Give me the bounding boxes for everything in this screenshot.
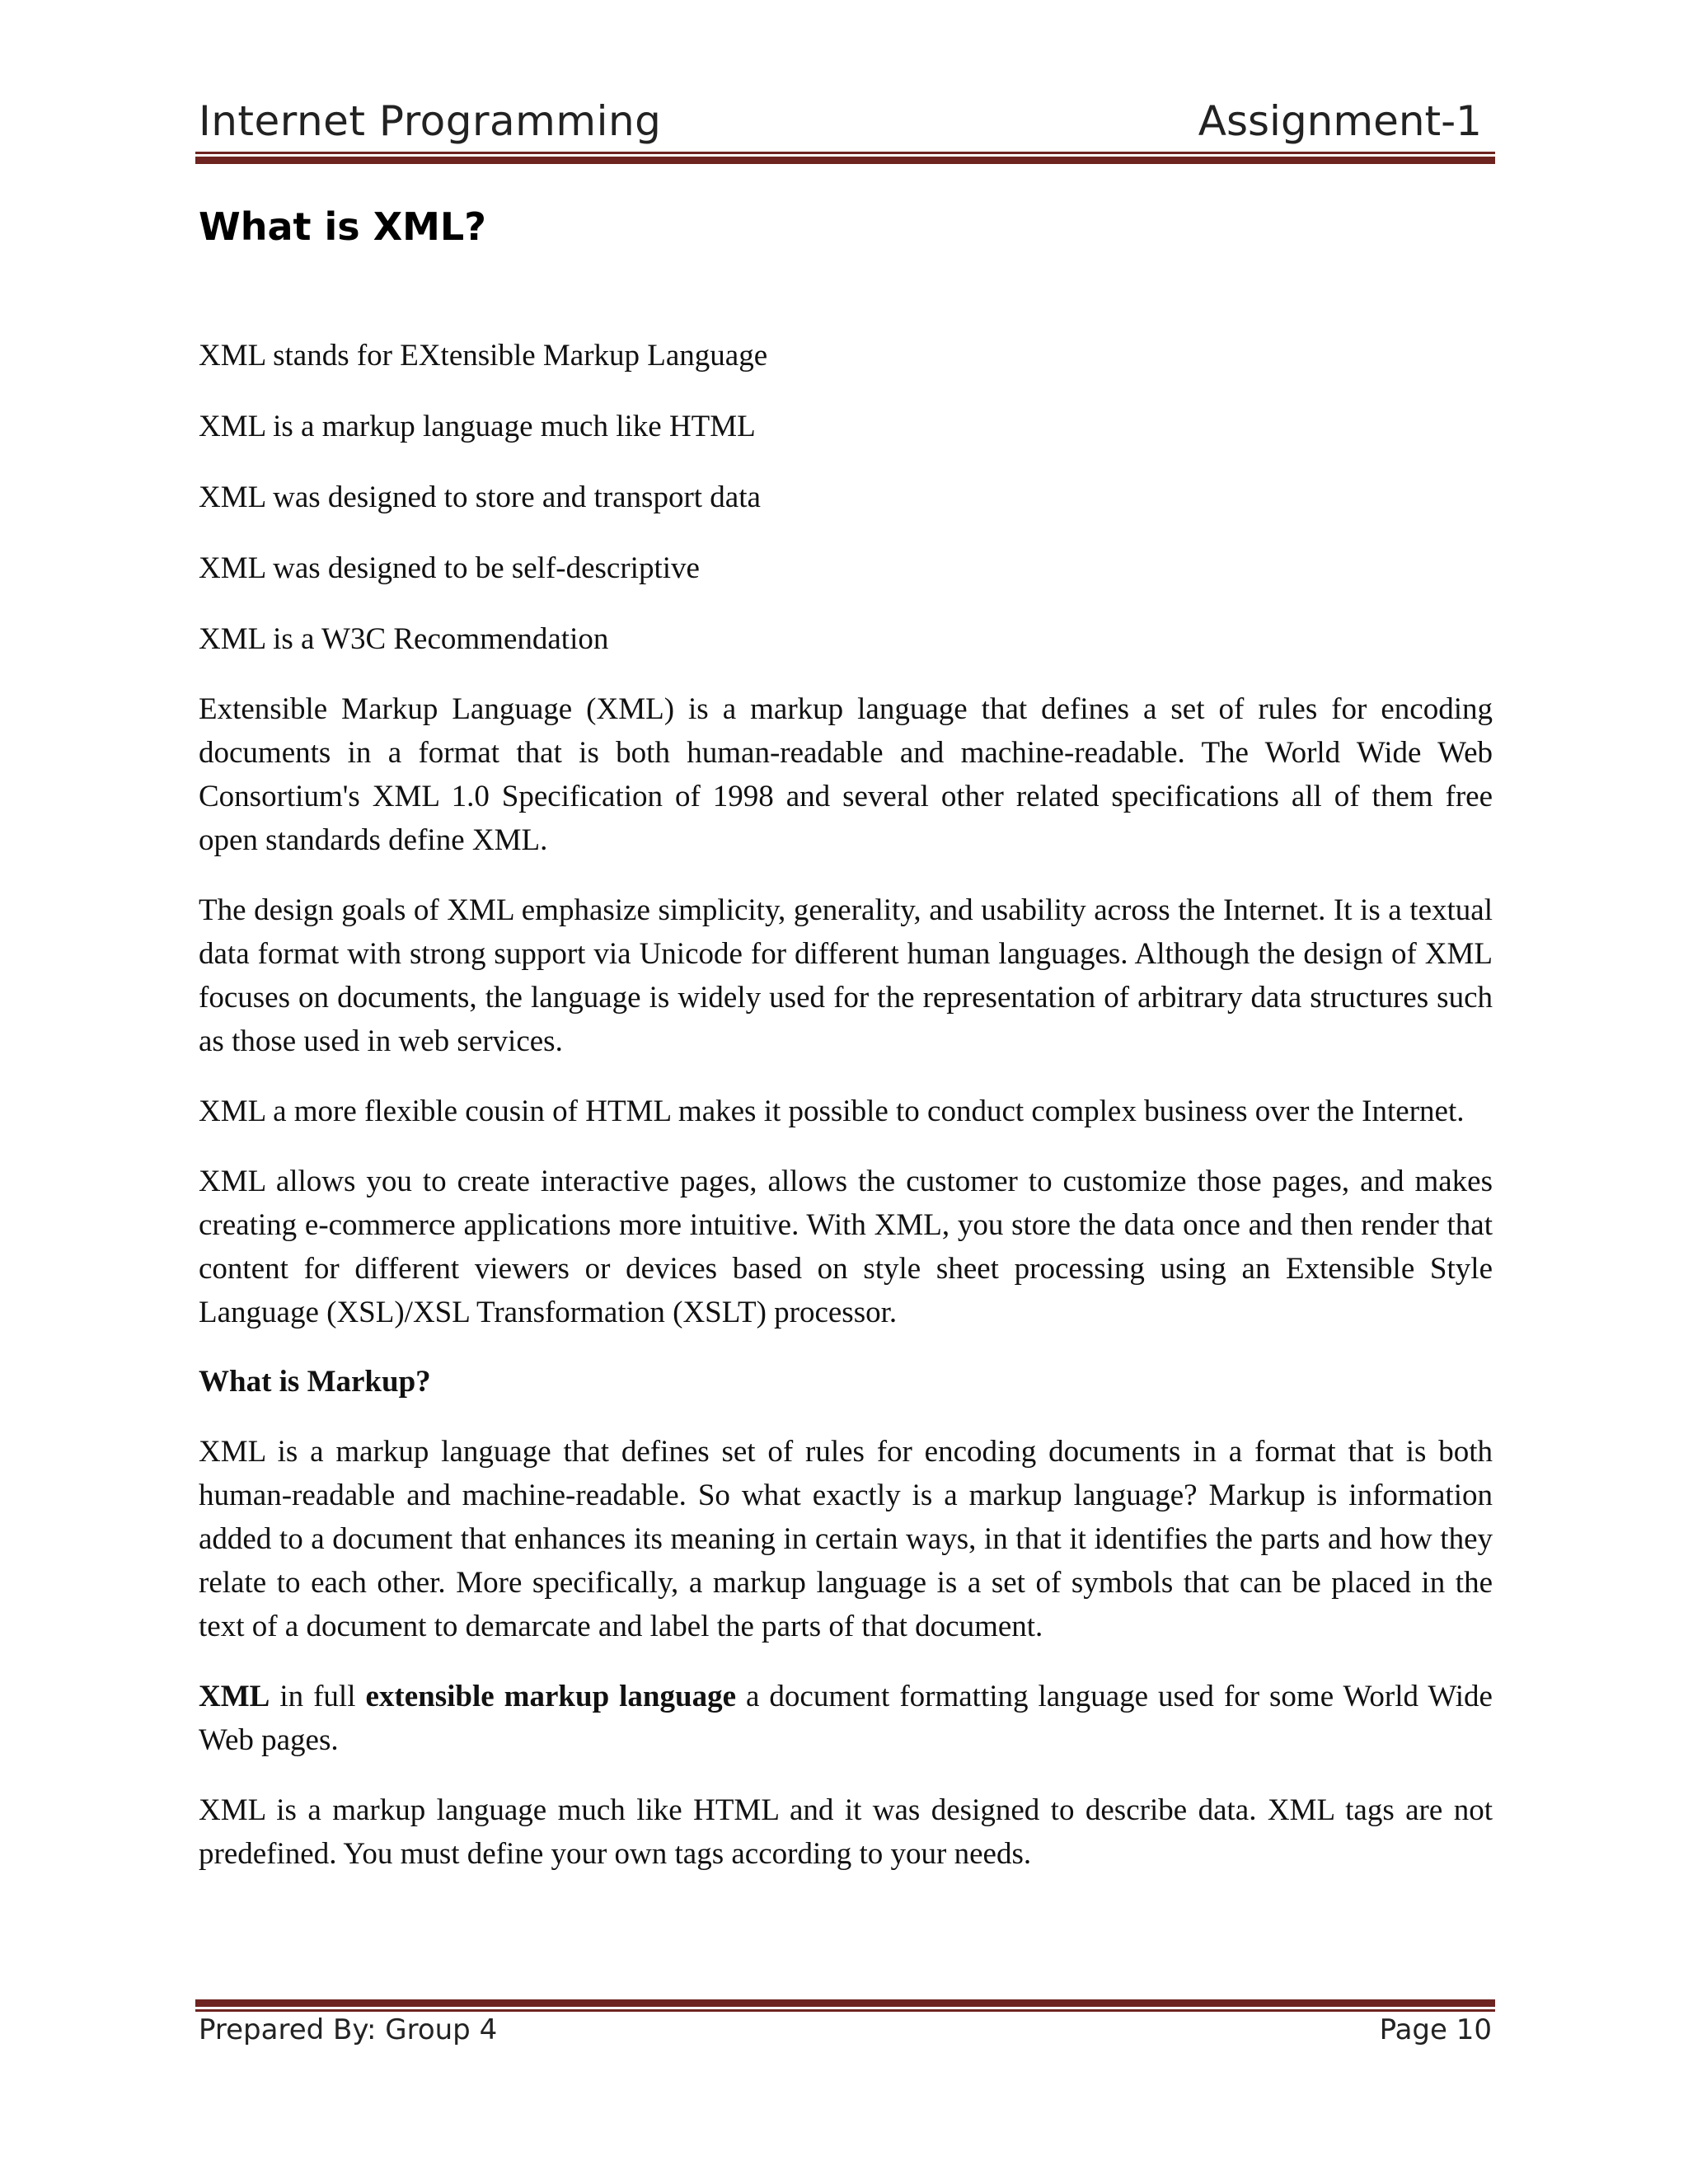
intro-line: XML was designed to store and transport data [199,480,761,514]
header-rule [195,152,1495,164]
page-heading: What is XML? [199,204,486,249]
section-heading: What is Markup? [199,1365,431,1399]
paragraph: The design goals of XML emphasize simplicity, generality, and usability across the Internet. It is a textual data format with strong support via Unicode for different human languages. Although the design of XML focuses on documents, the language is widely used for the representation of arbitrary data structures such as those used in web services. [199,893,1493,1058]
header-rule-thick [195,157,1495,164]
intro-line: XML stands for EXtensible Markup Language [199,339,768,373]
header-rule-thin [195,152,1495,154]
definition-term: XML [199,1680,270,1713]
paragraph: XML is a markup language that defines set of rules for encoding documents in a format that is both human-readable and machine-readable. So what exactly is a markup language? Markup is information added to a document that enhances its meaning in certain ways, in that it identifies the parts and how they relate to each other. More specifically, a markup language is a set of symbols that can be placed in the text of a document to demarcate and label the parts of that document. [199,1435,1493,1643]
header-title: Internet Programming [199,97,662,145]
definition-paragraph [199,1675,1493,1762]
page-content [199,204,1493,1902]
footer-prepared-by: Prepared By: Group 4 [199,2013,498,2046]
paragraph: XML a more flexible cousin of HTML makes it possible to conduct complex business over the Internet. [199,1094,1465,1128]
paragraph: Extensible Markup Language (XML) is a markup language that defines a set of rules for encoding documents in a format that is both human-readable and machine-readable. The World Wide Web Consortium's XML 1.0 Specification of 1998 and several other related specifications all of them free open standards define XML. [199,692,1493,857]
header-assignment: Assignment-1 [1198,97,1482,145]
footer-rule-thin [195,2009,1495,2012]
footer-rule-thick [195,1999,1495,2007]
definition-text: a document formatting language used for some World Wide Web pages. [199,1680,1493,1757]
intro-line: XML was designed to be self-descriptive [199,551,700,585]
intro-line: XML is a W3C Recommendation [199,622,609,656]
paragraph: XML is a markup language much like HTML and it was designed to describe data. XML tags are not predefined. You must define your own tags according to your needs. [199,1793,1493,1871]
intro-line: XML is a markup language much like HTML [199,410,756,443]
definition-connector: in full [270,1680,366,1713]
footer-rule [195,1999,1495,2012]
paragraph: XML allows you to create interactive pages, allows the customer to customize those pages, and makes creating e-commerce applications more intuitive. With XML, you store the data once and then render that content for different viewers or devices based on style sheet processing using an Extensible Style Language (XSL)/XSL Transformation (XSLT) processor. [199,1165,1493,1329]
definition-expansion: extensible markup language [365,1680,737,1713]
footer-page-number: Page 10 [1379,2013,1492,2046]
